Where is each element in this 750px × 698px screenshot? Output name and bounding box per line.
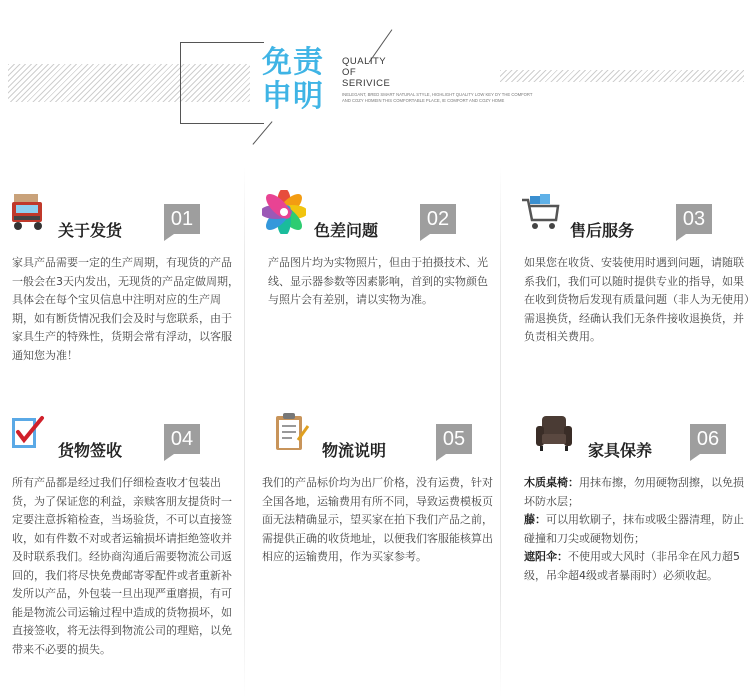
card-number-badge: 03 xyxy=(676,204,712,234)
policy-card-shipping xyxy=(0,166,240,396)
policy-card-after-sales xyxy=(512,166,750,396)
policy-card-furniture-care xyxy=(512,386,750,698)
quality-of-service-text xyxy=(342,56,390,89)
care-item-text: 可以用软刷子，抹布或吸尘器清理，防止碰撞和刀尖或硬物划伤； xyxy=(524,513,744,545)
checklist-icon xyxy=(6,410,50,454)
decorative-hatch-right xyxy=(500,70,744,82)
shopping-cart-icon xyxy=(518,190,562,234)
card-number-badge: 02 xyxy=(420,204,456,234)
care-item xyxy=(524,548,750,585)
card-number-badge: 01 xyxy=(164,204,200,234)
header-banner xyxy=(0,0,750,165)
card-number-badge: 04 xyxy=(164,424,200,454)
care-item-label: 藤： xyxy=(524,513,546,526)
card-title: 色差问题 xyxy=(314,221,379,240)
frame-line xyxy=(180,42,264,43)
card-title: 关于发货 xyxy=(58,221,123,240)
card-title: 物流说明 xyxy=(322,441,387,460)
card-title: 货物签收 xyxy=(58,441,123,460)
clipboard-icon xyxy=(268,410,312,454)
card-number-badge: 05 xyxy=(436,424,472,454)
care-item-label: 遮阳伞： xyxy=(524,550,568,563)
care-item-text: 不使用或大风时（非吊伞在风力超5级，吊伞超4级或者暴雨时）必须收起。 xyxy=(524,550,740,582)
title-line-2: 申明 xyxy=(262,79,324,114)
policy-card-receipt xyxy=(0,386,240,698)
quality-line-3: SERIVICE xyxy=(342,78,391,89)
decorative-slash xyxy=(252,121,272,145)
care-item xyxy=(524,511,750,548)
card-number-badge: 06 xyxy=(690,424,726,454)
care-list xyxy=(524,474,750,585)
page-title xyxy=(262,46,334,120)
delivery-truck-icon xyxy=(6,190,50,234)
frame-line xyxy=(180,123,264,124)
policy-grid xyxy=(0,166,750,698)
card-title: 售后服务 xyxy=(570,221,635,240)
frame-line xyxy=(180,42,181,124)
card-body-text: 产品图片均为实物照片，但由于拍摄技术、光线、显示器参数等因素影响，首到的实物颜色与照片会有差别，请以实物为准。 xyxy=(268,256,488,306)
policy-card-color-difference xyxy=(256,166,496,396)
quality-line-2: OF xyxy=(342,67,357,78)
card-title: 家具保养 xyxy=(588,441,653,460)
card-body-text: 我们的产品标价均为出厂价格，没有运费，针对全国各地，运输费用有所不同，导致运费模板页面无法精确显示，望买家在拍下我们产品之前，需提供正确的收货地址，以便我们客服能核算出相应的运输费用，作为买家参考。 xyxy=(262,476,493,563)
policy-card-logistics xyxy=(250,386,493,698)
title-line-1: 免责 xyxy=(262,45,324,80)
care-item-text: 用抹布擦，勿用硬物刮擦，以免损坏防水层； xyxy=(524,476,744,508)
decorative-hatch-left xyxy=(8,64,250,102)
divider xyxy=(244,166,245,698)
card-body-text: 所有产品都是经过我们仔细检查收才包装出货，为了保证您的利益，亲赎客朋友提货时一定要注意拆箱检查，当场验货，不可以直接签收，如有件数不对或者运输损坏请拒绝签收并及时联系我们。经协商沟通后需要物流公司返回的，我们将尽快免费邮寄零配件或者重新补发所以产品，外包装一旦出现严重磨损，有可能是物流公司运输过程中造成的货物损坏，如直接签收，将无法得到物流公司的理赔，以免带来不必要的损失。 xyxy=(12,476,232,656)
care-item-label: 木质桌椅： xyxy=(524,476,579,489)
care-item xyxy=(524,474,750,511)
tagline-small-text: INELEGANT, BRED SMART NATURAL STYLE, HIGHLIGHT QUALITY LOW KEY DY THE COMFORT AND COZY HOMEIN THIS COMFORTABLE PLACE, IE COMFORT AND COZY HOME xyxy=(342,92,533,103)
card-body-text: 家具产品需要一定的生产周期，有现货的产品一般会在3天内发出，无现货的产品定做周期，具体会在每个宝贝信息中注明对应的生产周期，如有断货情况我们会及时与您联系，由于家具生产的特殊性，货期会常有浮动，以客服通知您为准！ xyxy=(12,256,239,362)
quality-line-1: QUALITY xyxy=(342,56,387,67)
color-wheel-icon xyxy=(262,190,306,234)
armchair-icon xyxy=(532,410,576,454)
card-body-text: 如果您在收货、安装使用时遇到问题，请随联系我们，我们可以随时提供专业的指导，如果在收到货物后发现有质量问题（非人为无使用）需退换货，经确认我们无条件接收退换货，并负责相关费用。 xyxy=(524,256,750,343)
divider xyxy=(500,166,501,698)
